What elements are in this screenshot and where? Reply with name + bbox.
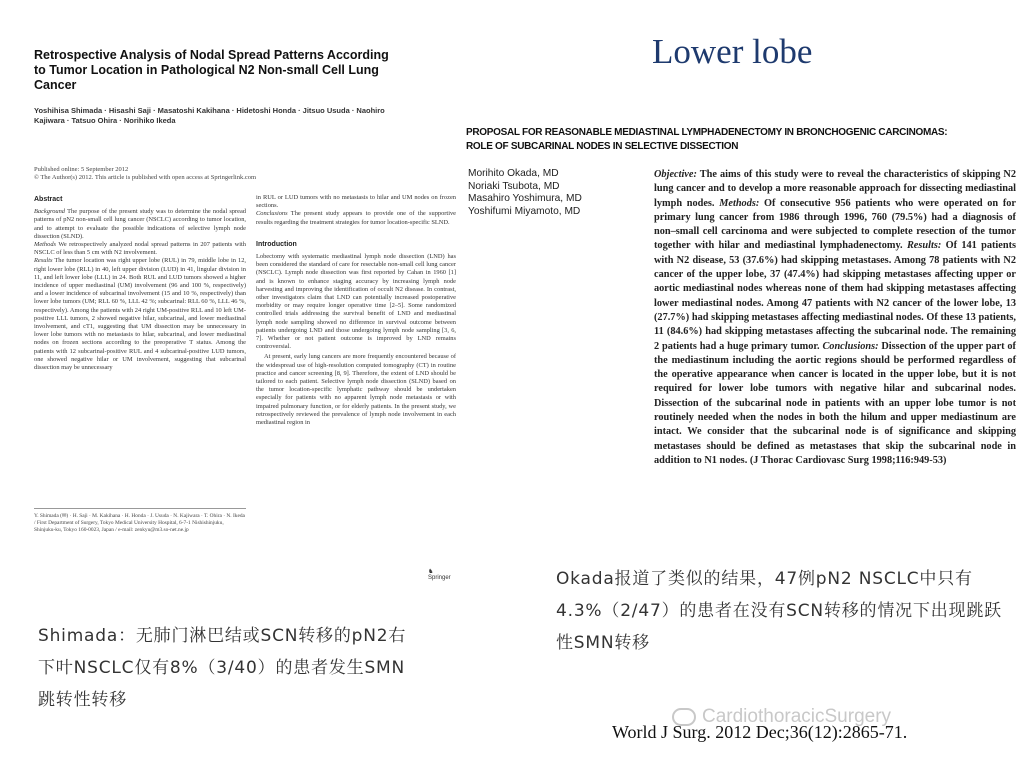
background-label: Background: [34, 208, 65, 216]
watermark-text: CardiothoracicSurgery: [702, 706, 892, 727]
conclusions-label: Conclusions:: [822, 340, 879, 352]
introduction-paragraph-1: Lobectomy with systematic mediastinal lymph node dissection (LND) has been considered the standard of care for resectable non-small cell lung cancer (NSCLC). Lymph node dissection was first reported by Cahan in 1960 [1] and is known to enhance staging accuracy by increasing lymph node harvesting and improving the identification of occult N2 disease. In contrast, other investigators claim that LND can potentially increased postoperative morbidity or may require longer operative time [2–5]. Some randomized controlled trials addressing the survival benefit of LND and mediastinal lymph node sampling showed no difference in survival outcome between patients undergoing LND and those undergoing lymph node sampling [3, 6, 7]. Whether or not patient outcome is improved by LND remains controversial.: [256, 253, 456, 351]
left-paper-column-1: [34, 194, 246, 372]
right-paper-title: PROPOSAL FOR REASONABLE MEDIASTINAL LYMPHADENECTOMY IN BRONCHOGENIC CARCINOMAS: ROLE OF SUBCARINAL NODES IN SELECTIVE DISSECTION: [466, 127, 948, 152]
left-paper-title: Retrospective Analysis of Nodal Spread Patterns According to Tumor Location in Pathological N2 Non-small Cell Lung Cancer: [34, 48, 389, 92]
results-text: Of 141 patients with N2 disease, 53 (37.6%) had skipping metastases. Among 78 patients with N2 cancer of the upper lobe, 37 (47.4%) had skipping metastases affecting upper or aortic mediastinal nodes whereas none of them had skipping metastases affecting lower mediastinal nodes. Among 47 patients with N2 cancer of the lower lobe, 13 (27.7%) had skipping metastases affecting mediastinal nodes. Of these 13 patients, 11 (84.6%) had skipping metastases affecting the subcarinal node. The remaining 2 patients had a huge primary tumor.: [654, 240, 1017, 352]
results-continued: in RUL or LUD tumors with no metastasis to hilar and UM nodes on frozen sections.: [256, 194, 456, 210]
left-paper-authors: Yoshihisa Shimada · Hisashi Saji · Masatoshi Kakihana · Hidetoshi Honda · Jitsuo Usuda · Naohiro Kajiwara · Tatsuo Ohira · Norihiko Ikeda: [34, 106, 385, 125]
author-line: Masahiro Yoshimura, MD: [468, 193, 582, 204]
conclusions-text: Dissection of the upper part of the mediastinum including the aortic regions should be performed regardless of the operative appearance when cancer is located in the upper lobe, but it is not required for lower lobe tumors with negative hilar and subcarinal nodes. Dissection of the subcarinal node in patients with an upper lobe tumor is not routinely needed when the nodes in both the hilum and upper mediastinum are intact. We consider that the subcarinal node is of significance and skipping metastases should be defined as metastases that skip the subcarinal node in addition to N1 nodes. (J Thorac Cardiovasc Surg 1998;116:949-53): [654, 340, 1016, 466]
caption-okada: Okada报道了类似的结果，47例pN2 NSCLC中只有4.3%（2/47）的患者在没有SCN转移的情况下出现跳跃性SMN转移: [556, 569, 1002, 653]
methods-text: Of consecutive 956 patients who were operated on for primary lung cancer from 1986 through 1996, 760 (79.5%) had a diagnosis of non–small cell carcinoma and were subjected to complete resection of the tumor together with hilar and mediastinal lymphadenectomy.: [654, 197, 1017, 252]
right-paper-authors: [468, 168, 648, 218]
methods-label: Methods:: [719, 197, 760, 209]
results-label: Results:: [906, 240, 942, 252]
conclusions-paragraph: [256, 210, 456, 226]
methods-paragraph: [34, 241, 246, 257]
conclusions-label: Conclusions: [256, 210, 288, 218]
background-paragraph: [34, 208, 246, 241]
abstract-heading: Abstract: [34, 196, 63, 203]
methods-label: Methods: [34, 241, 57, 249]
results-label: Results: [34, 257, 53, 265]
copyright-line: © The Author(s) 2012. This article is published with open access at Springerlink.com: [34, 174, 257, 181]
methods-text: We retrospectively analyzed nodal spread patterns in 207 patients with NSCLC of less than 5 cm with N2 involvement.: [34, 241, 246, 257]
results-text: The tumor location was right upper lobe (RUL) in 79, middle lobe in 12, right lower lobe (RLL) in 40, left upper division (LUD) in 41, lingular division in 11, and left lower lobe (LLL) in 24. Both RUL and LUD tumors showed a higher incidence of upper mediastinal (UM) involvement (96 and 100 %, respectively) and a lower incidence of subcarinal involvement (15 and 10 %, respectively) than lower lobe tumors (UM; RLL 60 %, LLL 42 %; subcarinal: RLL 60 %, LLL 46 %, respectively). Among the patients with 24 right UM-positive RLL and 10 left UM-positive LLL tumors, 2 showed negative hilar, subcarinal, and lower mediastinal involvement, and cT1, suggesting that UM dissection may be unnecessary in lower lobe tumors with no metastasis to hilar, subcarinal, and lower mediastinal nodes on frozen sections according to the preoperative T status. Among the patients with 12 subcarinal-positive RUL and 4 subcarinal-positive LUD tumors, one showed negative hilar or UM involvement, suggesting that subcarinal dissection may be unnecessary: [34, 257, 247, 372]
watermark: [672, 706, 891, 728]
caption-shimada: Shimada：无肺门淋巴结或SCN转移的pN2右下叶NSCLC仅有8%（3/40）的患者发生SMN跳转性转移: [38, 626, 407, 710]
objective-label: Objective:: [654, 169, 697, 180]
right-paper-abstract: [654, 168, 1016, 468]
wechat-icon: [672, 708, 696, 726]
objective-text: The aims of this study were to reveal the characteristics of skipping N2 lung cancer and to develop a more reasonable approach for dissecting mediastinal lymph nodes.: [654, 169, 1016, 209]
slide-heading: Lower lobe: [652, 32, 813, 71]
results-paragraph: [34, 257, 246, 372]
introduction-heading: Introduction: [256, 240, 297, 248]
author-line: Morihito Okada, MD: [468, 168, 559, 179]
citation-text: World J Surg. 2012 Dec;36(12):2865-71.: [612, 722, 908, 742]
author-line: Noriaki Tsubota, MD: [468, 180, 560, 192]
springer-horse-icon: ♞: [428, 569, 434, 575]
left-paper-image: [24, 28, 456, 588]
left-paper-column-2: [256, 194, 456, 427]
left-paper-footnote: Y. Shimada (✉) · H. Saji · M. Kakihana · H. Honda · J. Usuda · N. Kajiwara · T. Ohira · N. Ikeda / First Department of Surgery, Tokyo Medical University Hospital, 6-7-1 Nishishinjuku, Shinjuku-ku, Tokyo 160-0023, Japan / e-mail: zenkyu@m3.so-net.ne.jp: [34, 508, 246, 533]
introduction-paragraph-2: At present, early lung cancers are more frequently encountered because of the widespread use of high-resolution computed tomography (CT) in routine practice and cancer screening [8, 9]. Therefore, the extent of LND should be tailored to each patient. Selective lymph node dissection (SLND) based on the tumor location-specific lymphatic pathway should be undertaken especially for patients with no apparent lymph node metastasis or with impaired pulmonary function, or for elderly patients. In the present study, we retrospectively reviewed the prevalence of lymph node involvement in each mediastinal region in: [256, 353, 456, 427]
springer-logo: [428, 568, 456, 581]
published-date: Published online: 5 September 2012: [34, 166, 129, 173]
right-paper-image: [462, 118, 1022, 518]
author-line: Yoshifumi Miyamoto, MD: [468, 205, 581, 217]
conclusions-text: The present study appears to provide one of the supportive results regarding the treatment strategies for tumor location-specific SLND.: [256, 210, 457, 226]
publisher-name: Springer: [428, 575, 451, 581]
left-paper-publication-info: [34, 166, 414, 182]
background-text: The purpose of the present study was to determine the nodal spread patterns of pN2 non-small cell lung cancer (NSCLC) according to tumor location, and to attempt to evaluate the possible indications of selective lymph node dissection (SLND).: [34, 208, 247, 240]
